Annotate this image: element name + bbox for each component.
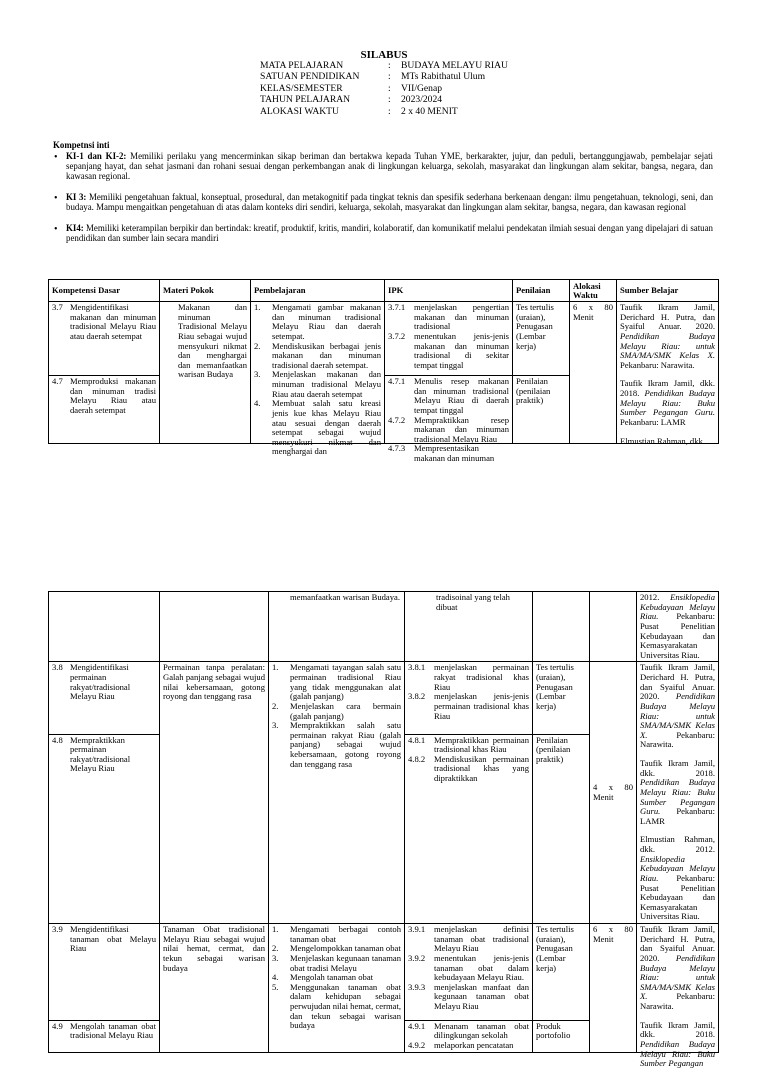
ipk-cell	[405, 1020, 533, 1052]
alokasi-cell	[570, 302, 617, 444]
ipk-text: menjelaskan pengertian makanan dan minuman tradisional	[414, 302, 509, 332]
sumber-title: Ensiklopedia Kebudayaan Melayu Riau.	[640, 592, 715, 622]
ki-item	[53, 224, 713, 244]
info-row	[260, 107, 508, 118]
ki-heading: Kompetnsi inti	[53, 140, 110, 150]
ipk-cell	[385, 302, 513, 376]
penilaian-text: Tes tertulis (uraian), Penugasan (Lembar kerja)	[536, 924, 574, 973]
alokasi-cell	[590, 592, 637, 662]
step-number: 1.	[272, 924, 279, 934]
ipk-number: 3.9.3	[408, 981, 426, 992]
penilaian-text: Penilaian (penilaian praktik)	[536, 734, 571, 764]
header-kompetensi-dasar: Kompetensi Dasar	[49, 280, 160, 302]
penilaian-text: Produk portofolio	[536, 1020, 571, 1041]
kd-text: Mengolah tanaman obat tradisional Melayu Riau	[70, 1020, 156, 1041]
sumber-cell	[637, 924, 719, 1069]
ipk-text: Mendiskusikan permainan tradisional khas yang dipraktikkan	[434, 753, 529, 784]
info-value: 2023/2024	[401, 94, 443, 106]
sumber-text: Taufik Ikram Jamil, Derichard H. Putra, dan Syaiful Anuar. 2020.	[640, 662, 715, 702]
ipk-number: 4.7.1	[388, 376, 406, 386]
ipk-number: 4.8.2	[408, 753, 426, 764]
step-text: memanfaatkan warisan Budaya.	[290, 592, 401, 602]
sumber-text: Taufik Ikram Jamil, dkk. 2018.	[640, 1019, 715, 1040]
info-label: TAHUN PELAJARAN	[260, 94, 351, 106]
ki-item	[53, 152, 713, 182]
pembelajaran-cell	[269, 592, 405, 662]
penilaian-cell	[533, 662, 590, 734]
alokasi-text: 6 x 80 Menit	[593, 924, 633, 944]
ipk-text: Mempresentasikan makanan dan minuman	[414, 443, 495, 463]
sumber-cell	[637, 592, 719, 662]
kd-text: Mengidentifikasi tanaman obat Melayu Riau	[70, 924, 156, 954]
syllabus-table	[48, 279, 719, 463]
info-label: KELAS/SEMESTER	[260, 82, 343, 94]
ipk-number: 4.9.2	[408, 1040, 426, 1050]
alokasi-cell	[590, 662, 637, 924]
ki-item	[53, 193, 713, 213]
sumber-publisher: Pekanbaru: LAMR	[620, 416, 686, 427]
header-ipk: IPK	[385, 280, 513, 302]
info-value: MTs Rabithatul Ulum	[401, 71, 486, 83]
penilaian-cell	[533, 592, 590, 662]
info-colon: :	[388, 105, 391, 117]
info-label: ALOKASI WAKTU	[260, 105, 339, 117]
penilaian-cell	[533, 734, 590, 923]
ipk-text: Mempraktikkan permainan tradisional khas Riau	[434, 734, 529, 755]
step-text: Mengelompokkan tanaman obat	[290, 943, 401, 954]
sumber-publisher: Pekanbaru: Pusat Penelitian Kebudayaan dan Kemasyarakatan Universitas Riau.	[640, 872, 715, 922]
info-row	[260, 95, 508, 106]
kd-number: 3.7	[52, 302, 63, 312]
info-label: MATA PELAJARAN	[260, 60, 344, 71]
sumber-title: Pendidikan Budaya Melayu Riau: Buku Sumber Pegangan Guru.	[620, 388, 715, 418]
alokasi-text: 4 x 80 Menit	[593, 782, 633, 802]
info-colon: :	[388, 94, 391, 106]
sumber-text: 2012.	[640, 592, 660, 602]
syllabus-table-continued	[48, 591, 719, 1069]
alokasi-text: 6 x 80 Menit	[573, 302, 613, 322]
kd-number: 4.7	[52, 376, 63, 386]
kd-number: 4.9	[52, 1020, 63, 1031]
sumber-text: Taufik Ikram Jamil, Derichard H. Putra, dan Syaiful Anuar. 2020.	[620, 302, 715, 332]
ipk-text: Menanam tanaman obat dilingkungan sekolah	[434, 1020, 529, 1041]
sumber-title: Pendidikan Budaya Melayu Riau: Buku Sumber Pegangan Guru.	[640, 777, 715, 817]
step-number: 2.	[272, 700, 279, 711]
kd-text: Memproduksi makanan dan minuman tradisi Melayu Riau atau daerah setempat	[70, 376, 156, 415]
kd-number: 4.8	[52, 734, 63, 745]
sumber-publisher: Pekanbaru: Narawita.	[640, 991, 715, 1011]
ki-text: Memiliki keterampilan berpikir dan bertindak: kreatif, produktif, kritis, mandiri, kolaboratif, dan komunikatif melalui pendekatan ilmiah sesuai dengan yang dipelajari di satuan pendidikan dan sumber lain secara mandiri	[66, 222, 713, 243]
kd-cell	[49, 376, 160, 444]
info-value: 2 x 40 MENIT	[401, 105, 458, 117]
ipk-cell	[405, 734, 533, 923]
pembelajaran-cell	[269, 924, 405, 1053]
step-number: 4.	[254, 398, 261, 409]
step-text: Menjelaskan cara bermain (galah panjang)	[290, 700, 401, 721]
penilaian-cell	[533, 924, 590, 1021]
info-label: SATUAN PENDIDIKAN	[260, 71, 360, 83]
step-text: Mempraktikkan salah satu permainan rakyat Riau (galah panjang) sebagai wujud kebersamaan, gotong royong dan tenggang rasa	[290, 720, 401, 769]
ki-text: Memiliki perilaku yang mencerminkan sikap beriman dan bertakwa kepada Tuhan YME, berkarakter, jujur, dan peduli, bertanggungjawab, pembelajar sejati sepanjang hayat, dan sehat jasmani dan rohani sesuai dengan perkembangan anak di lingkungan keluarga, sekolah, masyarakat dan lingkungan alam sekitar, bangsa, negara, dan kawasan regional.	[66, 150, 714, 181]
kd-text: Mengidentifikasi makanan dan minuman tradisional Melayu Riau atau daerah setempat	[70, 302, 156, 341]
step-text: Mengamati tayangan salah satu permainan tradisional Riau yang tidak menggunakan alat (galah panjang)	[290, 662, 401, 702]
kd-cell	[49, 662, 160, 734]
subject-info	[260, 61, 508, 118]
materi-cell	[160, 302, 251, 444]
alokasi-cell	[590, 924, 637, 1053]
step-number: 5.	[272, 981, 279, 992]
sumber-publisher: Pekanbaru: Narawita.	[640, 729, 715, 750]
kd-cell	[49, 734, 160, 923]
step-text: Mengamati gambar makanan dan minuman tradisional Melayu Riau dan daerah setempat.	[272, 302, 381, 341]
info-colon: :	[388, 71, 391, 83]
header-sumber-belajar: Sumber Belajar	[617, 280, 719, 302]
ipk-number: 3.8.1	[408, 662, 426, 673]
header-penilaian: Penilaian	[513, 280, 570, 302]
penilaian-text: Tes tertulis (uraian), Penugasan (Lembar kerja)	[536, 662, 574, 711]
materi-text: Tanaman Obat tradisional Melayu Riau sebagai wujud nilai hemat, cermat, dan tekun sebagai warisan budaya	[163, 924, 265, 973]
step-text: Mengolah tanaman obat	[290, 972, 374, 983]
sumber-text: Elmustian Rahman, dkk.	[620, 435, 705, 446]
kd-number: 3.9	[52, 924, 63, 934]
sumber-title: Pendidikan Budaya Melayu Riau: untuk SMA/MA/SMK Kelas X.	[640, 952, 715, 1002]
kd-cell	[49, 302, 160, 376]
ipk-cell	[405, 662, 533, 734]
step-text: Mengamati berbagai contoh tanaman obat	[290, 924, 401, 944]
ipk-number: 4.7.3	[388, 443, 406, 454]
pembelajaran-cell	[251, 302, 385, 457]
materi-text: Makanan dan minuman Tradisional Melayu Riau sebagai wujud mensyukuri nikmat dan menghargai dan memanfaatkan warisan Budaya	[178, 302, 247, 380]
ipk-number: 3.9.2	[408, 952, 426, 963]
kd-text: Mempraktikkan permainan rakyat/tradisional Melayu Riau	[70, 734, 131, 774]
info-value: VII/Genap	[401, 82, 443, 94]
ipk-text: menentukan jenis-jenis makanan dan minuman tradisional di sekitar tempat tinggal	[414, 330, 509, 370]
ipk-text: menjelaskan permainan rakyat tradisional khas Riau	[434, 662, 529, 692]
penilaian-text: Tes tertulis (uraian), Penugasan (Lembar kerja)	[516, 302, 554, 351]
sumber-title: Pendidikan Budaya Melayu Riau: untuk SMA/MA/SMK Kelas X.	[640, 691, 715, 740]
kd-cell	[49, 1020, 160, 1052]
sumber-text: Taufik Ikram Jamil, dkk. 2018.	[640, 758, 715, 778]
penilaian-text: Penilaian (penilaian praktik)	[516, 376, 551, 406]
ipk-text: menjelaskan jenis-jenis permainan tradisional khas Riau	[434, 691, 529, 721]
ipk-cell	[405, 592, 533, 662]
materi-text: Permainan tanpa peralatan: Galah panjang sebagai wujud nilai kebersamaan, gotong royong dan tenggang rasa	[163, 662, 265, 702]
ipk-number: 3.7.1	[388, 302, 406, 312]
ipk-cell	[385, 376, 513, 463]
header-pembelajaran: Pembelajaran	[251, 280, 385, 302]
kd-cell	[49, 592, 160, 662]
sumber-title: Ensiklopedia Kebudayaan Melayu Riau.	[640, 853, 715, 883]
ki-label: KI-1 dan KI-2:	[66, 150, 127, 161]
penilaian-cell	[533, 1020, 590, 1052]
step-text: Menjelaskan makanan dan minuman tradisional Melayu Riau atau daerah setempat	[272, 369, 381, 399]
penilaian-cell	[513, 376, 570, 444]
step-number: 2.	[272, 943, 279, 954]
sumber-publisher: Pekanbaru: Pusat Penelitian Kebudayaan dan Kemasyarakatan Universitas Riau.	[640, 611, 715, 660]
step-number: 2.	[254, 340, 261, 351]
kd-text: Mengidentifikasi permainan rakyat/tradisional Melayu Riau	[70, 662, 131, 702]
ipk-number: 3.8.2	[408, 691, 426, 702]
document-title: SILABUS	[360, 49, 408, 61]
ki-text: Memiliki pengetahuan faktual, konseptual, prosedural, dan metakognitif pada tingkat teknis dan spesifik sederhana berkenaan dengan: ilmu pengetahuan, teknologi, seni, dan budaya. Mampu mengaitkan pengetahuan di atas dalam konteks diri sendiri, keluarga, sekolah, masyarakat dan lingkungan alam sekitar, bangsa, negara, dan kawasan regional	[66, 191, 714, 212]
step-number: 4.	[272, 972, 279, 983]
sumber-publisher: Pekanbaru: Narawita.	[620, 359, 695, 370]
pembelajaran-cell	[269, 662, 405, 924]
ipk-number: 4.9.1	[408, 1020, 426, 1031]
step-text: Menggunakan tanaman obat dalam kehidupan sebagai perwujudan nilai hemat, cermat, dan tekun sebagai warisan budaya	[290, 981, 401, 1031]
step-text: Menjelaskan kegunaan tanaman obat tradisi Melayu	[290, 952, 401, 973]
ipk-text: menentukan jenis-jenis tanaman obat dalam kebudayaan Melayu Riau.	[434, 952, 529, 983]
step-number: 1.	[254, 302, 261, 312]
info-colon: :	[388, 60, 391, 71]
step-number: 3.	[272, 952, 279, 963]
sumber-cell	[637, 662, 719, 924]
step-number: 3.	[254, 369, 261, 380]
ipk-text: melaporkan pencatatan	[434, 1040, 514, 1050]
header-materi-pokok: Materi Pokok	[160, 280, 251, 302]
sumber-publisher: Pekanbaru: LAMR	[640, 806, 715, 826]
materi-cell	[160, 924, 269, 1053]
ipk-number: 4.7.2	[388, 414, 406, 425]
sumber-title: Pendidikan Budaya Melayu Riau: Buku Sumber Pegangan	[640, 1038, 715, 1069]
step-number: 1.	[272, 662, 279, 673]
ipk-text: Menulis resep makanan dan minuman tradisional Melayu Riau di daerah tempat tinggal	[414, 376, 509, 415]
kd-number: 3.8	[52, 662, 63, 673]
step-text: Mendiskusikan berbagai jenis makanan dan minuman tradisional daerah setempat.	[272, 340, 381, 370]
ipk-number: 3.9.1	[408, 924, 426, 934]
ki-label: KI 3:	[66, 191, 87, 202]
core-competencies	[53, 141, 713, 255]
ipk-text: menjelaskan definisi tanaman obat tradisional Melayu Riau	[434, 924, 529, 954]
ki-label: KI4:	[66, 222, 84, 233]
sumber-cell	[617, 302, 719, 444]
kd-cell	[49, 924, 160, 1021]
ipk-text: Mempraktikkan resep makanan dan minuman tradisional Melayu Riau	[414, 414, 509, 444]
ipk-number: 4.8.1	[408, 734, 426, 745]
sumber-text: Taufik Ikram Jamil, Derichard H. Putra, dan Syaiful Anuar. 2020.	[640, 924, 715, 963]
sumber-text: Taufik Ikram Jamil, dkk. 2018.	[620, 378, 715, 398]
materi-cell	[160, 592, 269, 662]
ipk-cell	[405, 924, 533, 1021]
header-alokasi-waktu: Alokasi Waktu	[570, 280, 617, 302]
ipk-number: 3.7.2	[388, 330, 406, 341]
ipk-text: menjelaskan manfaat dan kegunaan tanaman obat Melayu Riau	[434, 981, 529, 1011]
info-value: BUDAYA MELAYU RIAU	[401, 60, 508, 71]
sumber-text: Elmustian Rahman, dkk. 2012.	[640, 834, 715, 854]
info-colon: :	[388, 82, 391, 94]
materi-cell	[160, 662, 269, 924]
ipk-text: tradisoinal yang telah dibuat	[436, 592, 510, 612]
step-text: Membuat salah satu kreasi jenis kue khas Melayu Riau atau sesuai dengan daerah setempat sebagai wujud mensyukuri nikmat dan menghargai dan	[272, 398, 381, 457]
sumber-title: Pendidikan Budaya Melayu Riau: untuk SMA/MA/SMK Kelas X.	[620, 330, 715, 361]
step-number: 3.	[272, 720, 279, 731]
penilaian-cell	[513, 302, 570, 376]
